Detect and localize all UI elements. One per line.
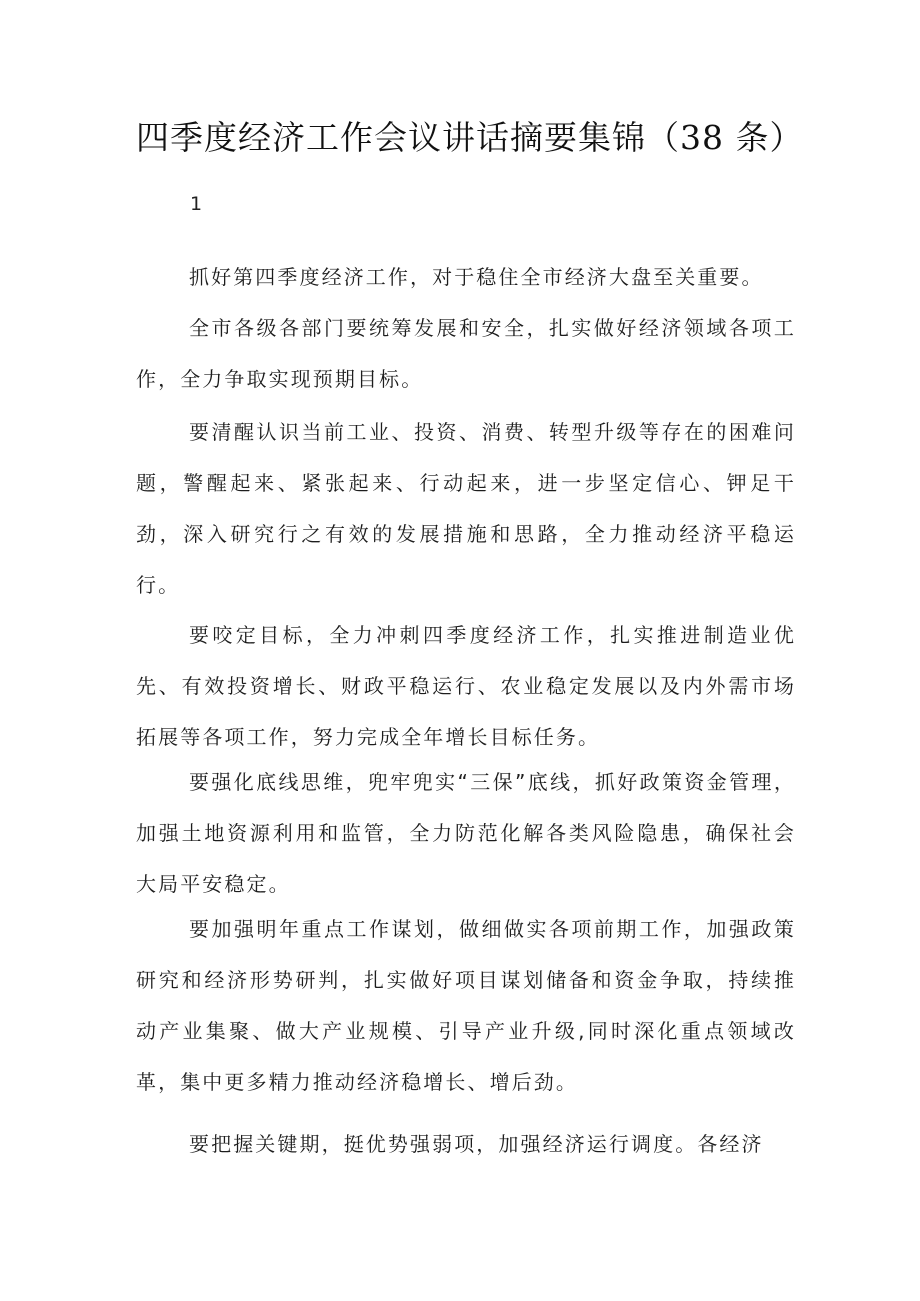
section-number: 1 [190, 193, 203, 215]
document-title: 四季度经济工作会议讲话摘要集锦（38 条） [136, 118, 804, 157]
paragraph: 要把握关键期，挺优势强弱项，加强经济运行调度。各经济 [189, 1132, 764, 1156]
paragraph: 全市各级各部门要统筹发展和安全，扎实做好经济领域各项工作，全力争取实现预期目标。 [136, 316, 796, 391]
paragraph: 抓好第四季度经济工作，对于稳住全市经济大盘至关重要。 [189, 265, 764, 289]
paragraph: 要加强明年重点工作谋划，做细做实各项前期工作，加强政策研究和经济形势研判，扎实做好项目谋划储备和资金争取，持续推动产业集聚、做大产业规模、引导产业升级,同时深化重点领域改革，集中更多精力推动经济稳增长、增后劲。 [136, 917, 796, 1094]
paragraph: 要强化底线思维，兜牢兜实“三保”底线，抓好政策资金管理，加强土地资源利用和监管，全力防范化解各类风险隐患，确保社会大局平安稳定。 [136, 770, 796, 896]
paragraph: 要咬定目标，全力冲刺四季度经济工作，扎实推进制造业优先、有效投资增长、财政平稳运行、农业稳定发展以及内外需市场拓展等各项工作，努力完成全年增长目标任务。 [136, 623, 796, 749]
paragraph: 要清醒认识当前工业、投资、消费、转型升级等存在的困难问题，警醒起来、紧张起来、行动起来，进一步坚定信心、钾足干劲，深入研究行之有效的发展措施和思路，全力推动经济平稳运行。 [136, 420, 796, 597]
